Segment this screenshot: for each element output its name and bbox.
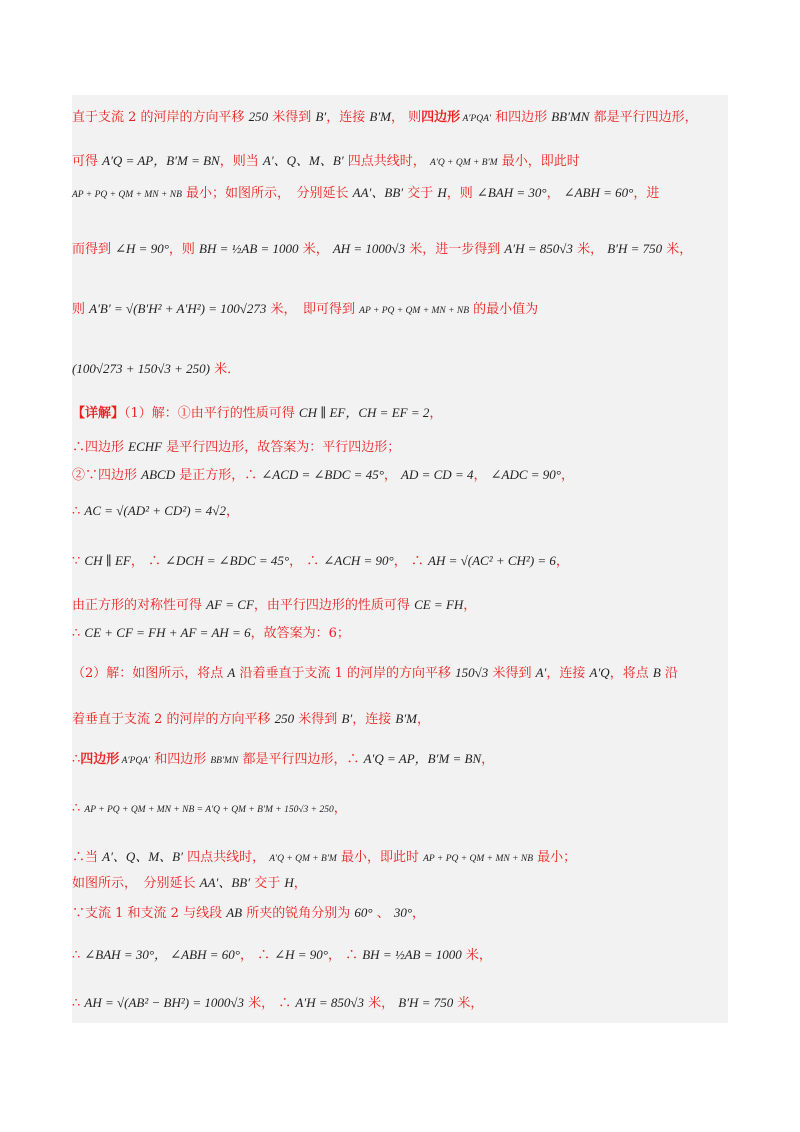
text-segment: （2）解：如图所示，将点 <box>72 666 228 681</box>
text-line <box>72 664 732 683</box>
math-expression: ∠ADC = 90° <box>490 467 561 482</box>
math-expression: B′M <box>369 109 391 124</box>
text-segment: 米， <box>572 242 608 257</box>
math-expression: H <box>284 875 294 890</box>
text-segment: ， <box>383 468 402 483</box>
text-segment: ， <box>560 468 574 483</box>
text-line <box>72 800 732 819</box>
text-segment: 交于 <box>403 186 438 201</box>
text-segment: ， ∴ <box>327 948 363 963</box>
text-segment: ， <box>463 598 477 613</box>
text-segment: 沿着垂直于支流 1 的河岸的方向平移 <box>235 666 456 681</box>
text-segment: ， <box>481 752 495 767</box>
text-segment: 则 <box>72 302 90 317</box>
text-segment: 直于支流 2 的河岸的方向平移 <box>72 110 249 125</box>
math-expression: A′Q + QM + B′M <box>269 854 337 864</box>
math-expression: AA′、BB′ <box>199 875 251 890</box>
text-segment: ，连接 <box>546 666 590 681</box>
text-segment: ∴ <box>72 626 85 641</box>
text-line <box>72 152 732 172</box>
math-expression: 250 <box>274 711 295 726</box>
math-expression: B′ <box>315 109 327 124</box>
text-segment: 米， 即可得到 <box>266 302 360 317</box>
math-expression: AP + PQ + QM + MN + NB <box>423 854 534 864</box>
math-expression: A′H = 850√3 <box>295 995 364 1010</box>
text-segment: 米， <box>453 996 484 1011</box>
math-expression: ∠DCH = ∠BDC = 45° <box>165 553 290 568</box>
text-segment: 和四边形 <box>150 752 211 767</box>
text-segment: 米， <box>662 242 693 257</box>
text-line <box>72 848 732 868</box>
text-segment: 而得到 <box>72 242 116 257</box>
text-line <box>72 624 732 643</box>
math-expression: A′PQA′ <box>119 756 151 766</box>
text-segment: ， <box>473 468 491 483</box>
math-expression: B′ <box>341 711 353 726</box>
text-segment: ，则 <box>446 186 477 201</box>
text-segment: ∵ <box>72 554 85 569</box>
text-segment: 的最小值为 <box>469 302 539 317</box>
math-expression: A′Q + QM + B′M <box>429 158 498 168</box>
text-line <box>72 874 732 893</box>
text-segment: 米得到 <box>294 712 342 727</box>
math-expression: A′H = 850√3 <box>504 241 573 256</box>
text-segment: 最小，即此时 <box>336 850 424 865</box>
text-segment: 米， <box>364 996 399 1011</box>
math-expression: CE = FH <box>414 597 464 612</box>
math-expression: BB′MN <box>210 756 239 766</box>
text-segment: ，则当 <box>219 154 263 169</box>
text-line <box>72 552 732 571</box>
text-segment: ，连接 <box>352 712 396 727</box>
text-segment: ∴ <box>72 504 85 519</box>
math-expression: ECHF <box>128 439 163 454</box>
math-expression: ∠H = 90° <box>115 241 169 256</box>
math-expression: CH ∥ EF <box>84 553 131 568</box>
text-segment: 米， <box>298 242 333 257</box>
text-line <box>72 994 732 1013</box>
text-segment: 着垂直于支流 2 的河岸的方向平移 <box>72 712 275 727</box>
text-segment: 【详解】 <box>72 406 125 421</box>
math-expression: B <box>652 665 661 680</box>
text-segment: ， <box>333 801 347 816</box>
text-line <box>72 360 732 379</box>
math-expression: AF = CF <box>206 597 254 612</box>
math-expression: A′Q = AP，B′M = BN <box>102 153 220 168</box>
text-segment: ∴ <box>72 801 85 816</box>
text-segment: ∴当 <box>72 850 103 865</box>
text-segment: ，由平行四边形的性质可得 <box>253 598 415 613</box>
text-segment: ， ∴ <box>393 554 429 569</box>
text-segment: 四点共线时， <box>182 850 270 865</box>
math-expression: AH = √(AC² + CH²) = 6 <box>428 553 556 568</box>
math-expression: CH ∥ EF，CH = EF = 2 <box>298 405 430 420</box>
text-segment: 最小； <box>533 850 577 865</box>
math-expression: AB <box>226 905 243 920</box>
math-expression: 150√3 <box>455 665 489 680</box>
math-expression: A′Q = AP，B′M = BN <box>363 751 482 766</box>
text-segment: 和四边形 <box>490 110 552 125</box>
text-line <box>72 466 732 485</box>
math-expression: AH = √(AB² − BH²) = 1000√3 <box>84 995 244 1010</box>
text-segment: 四边形 <box>421 110 461 125</box>
math-expression: AC = √(AD² + CD²) = 4√2 <box>84 503 226 518</box>
math-expression: B′M <box>395 711 417 726</box>
text-segment: ②∵四边形 <box>72 468 142 483</box>
text-line <box>72 904 732 923</box>
text-line <box>72 710 732 729</box>
text-line <box>72 438 732 457</box>
math-expression: BH = ½AB = 1000 <box>199 241 299 256</box>
text-segment: ，将点 <box>609 666 653 681</box>
math-expression: 30° <box>393 905 413 920</box>
text-line <box>72 750 732 770</box>
math-expression: ∠H = 90° <box>274 947 328 962</box>
text-segment: （1）解：①由平行的性质可得 <box>124 406 299 421</box>
text-segment: 最小；如图所示， 分别延长 <box>181 186 353 201</box>
text-segment: ∴四边形 <box>72 440 129 455</box>
text-segment: ， <box>555 554 569 569</box>
text-segment: 由正方形的对称性可得 <box>72 598 207 613</box>
math-expression: (100√273 + 150√3 + 250) <box>72 361 210 376</box>
text-line <box>72 108 732 128</box>
math-expression: A <box>227 665 236 680</box>
math-expression: A′、Q、M、B′ <box>102 849 183 864</box>
math-expression: AP + PQ + QM + MN + NB <box>359 306 470 316</box>
math-expression: ∠ACD = ∠BDC = 45° <box>261 467 384 482</box>
text-segment: 都是平行四边形，∴ <box>238 752 364 767</box>
text-line <box>72 300 732 320</box>
math-expression: 60° <box>354 905 373 920</box>
text-segment: 、 <box>372 906 394 921</box>
text-segment: 米， ∴ <box>244 996 296 1011</box>
math-expression: A′B′ = √(B′H² + A′H²) = 100√273 <box>89 301 267 316</box>
math-expression: A′ <box>535 665 547 680</box>
math-expression: BB′MN <box>551 109 590 124</box>
text-segment: 如图所示， 分别延长 <box>72 876 200 891</box>
math-expression: CE + CF = FH + AF = AH = 6 <box>84 625 251 640</box>
math-expression: AA′、BB′ <box>352 185 404 200</box>
text-segment: 四点共线时， <box>343 154 430 169</box>
math-expression: ∠BAH = 30° <box>476 185 547 200</box>
math-expression: A′Q <box>589 665 610 680</box>
math-expression: H <box>437 185 447 200</box>
text-segment: ， <box>546 186 564 201</box>
text-segment: ， <box>429 406 443 421</box>
text-segment: 米得到 <box>488 666 536 681</box>
text-segment: ， <box>412 906 426 921</box>
text-segment: ，故答案为：6； <box>250 626 350 641</box>
text-segment: 是正方形，∴ <box>175 468 262 483</box>
text-segment: ∴ <box>72 996 85 1011</box>
math-expression: ∠BAH = 30°， ∠ABH = 60° <box>84 947 240 962</box>
math-expression: B′H = 750 <box>398 995 454 1010</box>
math-expression: A′、Q、M、B′ <box>262 153 344 168</box>
text-segment: 四边形 <box>80 752 120 767</box>
text-line <box>72 502 732 521</box>
text-segment: 米，进一步得到 <box>405 242 505 257</box>
text-segment: ，连接 <box>326 110 370 125</box>
text-line <box>72 596 732 615</box>
text-line <box>72 240 732 259</box>
math-expression: AH = 1000√3 <box>332 241 406 256</box>
text-line <box>72 946 732 965</box>
text-segment: ∴ <box>72 752 81 767</box>
math-expression: AP + PQ + QM + MN + NB = A′Q + QM + B′M + 150√3 + 250 <box>84 805 334 815</box>
text-segment: ， ∴ <box>130 554 166 569</box>
text-segment: ，进 <box>633 186 660 201</box>
math-expression: 250 <box>248 109 269 124</box>
text-segment: 可得 <box>72 154 103 169</box>
math-expression: AD = CD = 4 <box>401 467 474 482</box>
text-segment: ∵支流 1 和支流 2 与线段 <box>72 906 227 921</box>
text-segment: 最小，即此时 <box>497 154 580 169</box>
text-segment: ， ∴ <box>289 554 324 569</box>
math-expression: ∠ABH = 60° <box>563 185 634 200</box>
math-expression: AP + PQ + QM + MN + NB <box>72 190 182 200</box>
text-line <box>72 184 732 204</box>
text-segment: 交于 <box>250 876 285 891</box>
math-expression: BH = ½AB = 1000 <box>362 947 462 962</box>
math-expression: ABCD <box>141 467 176 482</box>
text-segment: ， <box>293 876 307 891</box>
text-segment: 是平行四边形，故答案为：平行四边形； <box>162 440 401 455</box>
text-segment: ， <box>225 504 239 519</box>
math-expression: A′PQA′ <box>460 114 491 124</box>
math-expression: B′H = 750 <box>607 241 663 256</box>
text-segment: 沿 <box>660 666 678 681</box>
text-segment: ， 则 <box>391 110 422 125</box>
text-segment: 所夹的锐角分别为 <box>242 906 355 921</box>
text-segment: 都是平行四边形， <box>589 110 698 125</box>
text-segment: ∴ <box>72 948 85 963</box>
text-segment: ，则 <box>168 242 200 257</box>
text-segment: ， <box>417 712 431 727</box>
text-segment: 米得到 <box>268 110 316 125</box>
text-segment: ， ∴ <box>239 948 275 963</box>
text-segment: 米， <box>461 948 492 963</box>
text-segment: 米． <box>209 362 241 377</box>
math-expression: ∠ACH = 90° <box>323 553 394 568</box>
text-line <box>72 404 732 423</box>
